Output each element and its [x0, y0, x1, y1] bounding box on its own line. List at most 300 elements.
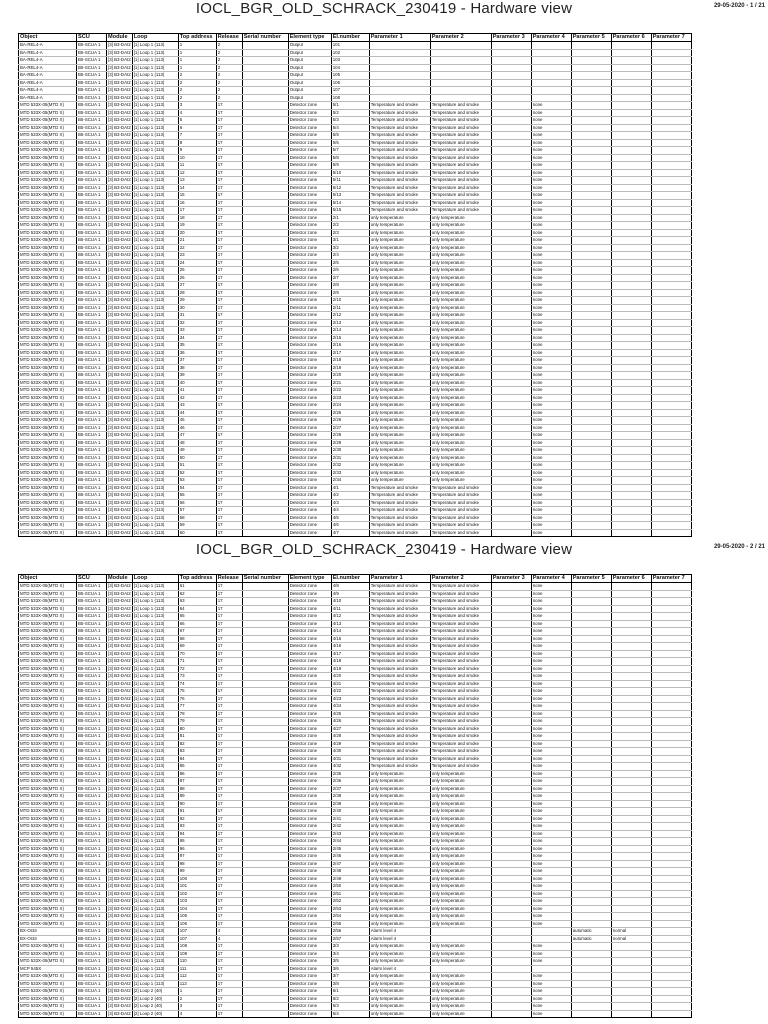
- table-cell: 4/17: [331, 650, 369, 658]
- table-cell: [571, 109, 611, 117]
- table-cell: 30: [178, 304, 216, 312]
- table-cell: B5-SCUA 1: [77, 379, 107, 387]
- table-cell: B5-SCUA 1: [77, 995, 107, 1003]
- table-cell: 82: [178, 740, 216, 748]
- table-cell: [369, 49, 430, 57]
- table-cell: [1] Loop 1 (113): [132, 853, 178, 861]
- table-cell: [651, 409, 691, 417]
- table-cell: [242, 49, 288, 57]
- table-cell: only temperature: [430, 267, 491, 275]
- table-cell: [491, 214, 531, 222]
- table-cell: [1] Loop 1 (113): [132, 890, 178, 898]
- table-cell: 2/36: [331, 778, 369, 786]
- table-cell: only temperature: [369, 312, 430, 320]
- table-row: [19, 755, 692, 763]
- table-cell: only temperature: [430, 244, 491, 252]
- table-cell: [571, 522, 611, 530]
- table-cell: MTD 533X-05(MTD X): [19, 154, 77, 162]
- table-cell: 3/8: [331, 980, 369, 988]
- table-cell: [491, 658, 531, 666]
- table-cell: 2/53: [331, 905, 369, 913]
- table-cell: B5-SCUA 1: [77, 650, 107, 658]
- table-row: [19, 124, 692, 132]
- table-cell: only temperature: [430, 259, 491, 267]
- table-cell: [1] Loop 1 (113): [132, 688, 178, 696]
- table-cell: Detector zone: [288, 658, 331, 666]
- table-cell: [571, 755, 611, 763]
- table-cell: [651, 665, 691, 673]
- table-cell: [242, 658, 288, 666]
- table-cell: only temperature: [369, 853, 430, 861]
- table-cell: [1] Loop 1 (113): [132, 364, 178, 372]
- table-cell: [3] B3-DAI2: [108, 417, 131, 423]
- table-row: [19, 823, 692, 831]
- table-cell: [491, 72, 531, 80]
- table-cell: B5-SCUA 1: [77, 688, 107, 696]
- table-cell: none: [531, 763, 571, 771]
- table-cell: only temperature: [430, 439, 491, 447]
- table-cell: [611, 748, 651, 756]
- table-cell: 17: [216, 845, 242, 853]
- table-cell: 2/30: [331, 447, 369, 455]
- table-cell: Detector zone: [288, 875, 331, 883]
- table-cell: only temperature: [430, 995, 491, 1003]
- table-cell: [651, 507, 691, 515]
- table-cell: [491, 514, 531, 522]
- table-cell: none: [531, 583, 571, 591]
- table-cell: MTD 533X-05(MTD X): [19, 199, 77, 207]
- table-cell: none: [531, 770, 571, 778]
- table-cell: Temperature and smoke: [369, 658, 430, 666]
- table-cell: MTD 533X-05(MTD X): [19, 124, 77, 132]
- table-cell: [611, 965, 651, 973]
- table-cell: [651, 598, 691, 606]
- table-cell: only temperature: [430, 868, 491, 876]
- table-cell: only temperature: [430, 973, 491, 981]
- table-row: [19, 327, 692, 335]
- table-cell: Detector zone: [288, 995, 331, 1003]
- table-cell: [651, 252, 691, 260]
- table-cell: B5-SCUA 1: [77, 514, 107, 522]
- table-row: [19, 454, 692, 462]
- table-cell: 4/12: [331, 613, 369, 621]
- table-cell: [611, 973, 651, 981]
- table-cell: [651, 312, 691, 320]
- table-cell: [242, 252, 288, 260]
- table-cell: MTD 533X-05(MTD X): [19, 394, 77, 402]
- table-cell: 76: [178, 695, 216, 703]
- table-cell: MTD 533X-05(MTD X): [19, 785, 77, 793]
- table-cell: only temperature: [430, 950, 491, 958]
- table-cell: [611, 808, 651, 816]
- table-cell: [369, 94, 430, 102]
- table-cell: 4: [178, 1010, 216, 1018]
- table-cell: Detector zone: [288, 1010, 331, 1018]
- table-cell: BA-REL4-A: [19, 42, 77, 50]
- table-cell: 17: [216, 605, 242, 613]
- table-cell: [1] Loop 1 (113): [132, 695, 178, 703]
- table-cell: Detector zone: [288, 853, 331, 861]
- table-cell: MTD 533X-05(MTD X): [19, 695, 77, 703]
- table-cell: 2/54: [331, 913, 369, 921]
- table-cell: 2/6: [331, 267, 369, 275]
- table-cell: [651, 755, 691, 763]
- table-cell: Temperature and smoke: [369, 665, 430, 673]
- table-cell: [571, 379, 611, 387]
- table-cell: [3] B3-DAI2: [108, 628, 131, 634]
- table-cell: only temperature: [369, 327, 430, 335]
- table-cell: 17: [216, 312, 242, 320]
- table-cell: [651, 583, 691, 591]
- table-cell: [651, 462, 691, 470]
- table-cell: [571, 259, 611, 267]
- table-cell: Detector zone: [288, 154, 331, 162]
- table-cell: 73: [178, 673, 216, 681]
- table-cell: [611, 770, 651, 778]
- table-cell: [491, 583, 531, 591]
- table-cell: 17: [216, 124, 242, 132]
- table-cell: [1] Loop 1 (113): [132, 222, 178, 230]
- table-cell: [651, 920, 691, 928]
- table-cell: Temperature and smoke: [369, 725, 430, 733]
- table-cell: 4/16: [331, 643, 369, 651]
- table-cell: [491, 207, 531, 215]
- table-cell: [611, 613, 651, 621]
- table-cell: only temperature: [430, 349, 491, 357]
- table-cell: [651, 770, 691, 778]
- table-cell: B5-SCUA 1: [77, 529, 107, 537]
- table-cell: only temperature: [430, 808, 491, 816]
- table-cell: [571, 394, 611, 402]
- table-cell: Detector zone: [288, 605, 331, 613]
- table-cell: [611, 334, 651, 342]
- table-cell: Temperature and smoke: [369, 492, 430, 500]
- table-cell: [3] B3-DAI2: [108, 890, 131, 896]
- table-cell: 17: [216, 590, 242, 598]
- table-cell: [3] B3-DAI2: [108, 988, 131, 994]
- table-cell: 4/27: [331, 725, 369, 733]
- table-cell: [1] Loop 1 (113): [132, 815, 178, 823]
- table-cell: [3] B3-DAI2: [108, 492, 131, 498]
- table-cell: 17: [216, 883, 242, 891]
- table-cell: [3] B3-DAI2: [108, 725, 131, 731]
- table-cell: [3] B3-DAI2: [108, 1003, 131, 1009]
- table-row: [19, 49, 692, 57]
- table-cell: Temperature and smoke: [369, 192, 430, 200]
- table-cell: 102: [178, 890, 216, 898]
- table-row: [19, 620, 692, 628]
- table-cell: B5-SCUA 1: [77, 469, 107, 477]
- table-cell: none: [531, 222, 571, 230]
- table-cell: [491, 199, 531, 207]
- table-cell: 12: [178, 169, 216, 177]
- table-cell: 17: [216, 237, 242, 245]
- table-cell: Temperature and smoke: [369, 199, 430, 207]
- table-cell: 2/29: [331, 439, 369, 447]
- table-cell: only temperature: [430, 980, 491, 988]
- table-cell: [611, 598, 651, 606]
- table-cell: 54: [178, 484, 216, 492]
- table-cell: [571, 267, 611, 275]
- table-row: [19, 1010, 692, 1018]
- table-cell: [242, 950, 288, 958]
- table-cell: 2/25: [331, 409, 369, 417]
- table-cell: B5-SCUA 1: [77, 282, 107, 290]
- table-cell: MTD 533X-05(MTD X): [19, 244, 77, 252]
- table-cell: [491, 845, 531, 853]
- table-cell: [571, 409, 611, 417]
- table-cell: [651, 605, 691, 613]
- table-cell: [571, 635, 611, 643]
- table-cell: [1] Loop 1 (113): [132, 387, 178, 395]
- table-cell: [430, 72, 491, 80]
- table-cell: [651, 169, 691, 177]
- table-cell: only temperature: [430, 252, 491, 260]
- table-cell: 17: [216, 214, 242, 222]
- table-cell: [611, 439, 651, 447]
- table-cell: [242, 815, 288, 823]
- table-cell: [3] B3-DAI2: [108, 688, 131, 694]
- table-cell: 2/19: [331, 364, 369, 372]
- table-cell: [571, 965, 611, 973]
- table-cell: [651, 845, 691, 853]
- table-row: [19, 139, 692, 147]
- table-cell: 75: [178, 688, 216, 696]
- table-cell: [651, 57, 691, 65]
- table-row: [19, 184, 692, 192]
- table-row: [19, 304, 692, 312]
- table-cell: MTD 533X-05(MTD X): [19, 898, 77, 906]
- table-cell: [1] Loop 1 (113): [132, 845, 178, 853]
- table-cell: [3] B3-DAI2: [108, 237, 131, 243]
- table-cell: 5/5: [331, 132, 369, 140]
- table-cell: none: [531, 725, 571, 733]
- table-cell: 4/31: [331, 755, 369, 763]
- table-row: [19, 207, 692, 215]
- table-cell: B5-SCUA 1: [77, 868, 107, 876]
- table-cell: [491, 890, 531, 898]
- table-cell: Temperature and smoke: [369, 522, 430, 530]
- table-cell: [491, 447, 531, 455]
- table-cell: [491, 184, 531, 192]
- table-cell: 17: [216, 583, 242, 591]
- table-cell: 2: [216, 42, 242, 50]
- table-cell: [3] B3-DAI2: [108, 372, 131, 378]
- table-cell: none: [531, 169, 571, 177]
- table-row: [19, 613, 692, 621]
- table-cell: [491, 162, 531, 170]
- table-cell: [651, 499, 691, 507]
- table-cell: 6: [178, 124, 216, 132]
- table-row: [19, 770, 692, 778]
- table-row: [19, 289, 692, 297]
- table-cell: Temperature and smoke: [369, 650, 430, 658]
- table-row: [19, 808, 692, 816]
- table-cell: Detector zone: [288, 905, 331, 913]
- table-cell: 17: [216, 117, 242, 125]
- table-cell: [571, 905, 611, 913]
- table-cell: Temperature and smoke: [430, 605, 491, 613]
- table-cell: 3/3: [331, 943, 369, 951]
- table-cell: [491, 357, 531, 365]
- table-cell: [651, 319, 691, 327]
- table-cell: B5-SCUA 1: [77, 590, 107, 598]
- table-row: [19, 590, 692, 598]
- table-cell: 17: [216, 620, 242, 628]
- table-cell: [3] B3-DAI2: [108, 102, 131, 108]
- table-cell: none: [531, 860, 571, 868]
- table-cell: MTD 533X-05(MTD X): [19, 800, 77, 808]
- table-cell: none: [531, 394, 571, 402]
- table-cell: 38: [178, 364, 216, 372]
- table-cell: [491, 244, 531, 252]
- table-cell: none: [531, 898, 571, 906]
- table-cell: [3] B3-DAI2: [108, 718, 131, 724]
- table-cell: 16: [178, 199, 216, 207]
- table-cell: 17: [216, 454, 242, 462]
- table-cell: Detector zone: [288, 965, 331, 973]
- table-cell: [611, 154, 651, 162]
- table-cell: 26: [178, 274, 216, 282]
- table-row: [19, 364, 692, 372]
- table-cell: [491, 740, 531, 748]
- table-cell: 17: [216, 334, 242, 342]
- table-cell: [571, 102, 611, 110]
- table-cell: [611, 853, 651, 861]
- table-cell: B5-SCUA 1: [77, 973, 107, 981]
- table-cell: MTD 533X-05(MTD X): [19, 372, 77, 380]
- table-cell: [242, 57, 288, 65]
- table-cell: [611, 883, 651, 891]
- table-cell: only temperature: [369, 890, 430, 898]
- table-cell: MTD 533X-05(MTD X): [19, 319, 77, 327]
- table-cell: 2/40: [331, 808, 369, 816]
- table-cell: 104: [178, 905, 216, 913]
- table-cell: only temperature: [430, 905, 491, 913]
- table-cell: 2: [178, 72, 216, 80]
- report-page-2: [0, 541, 768, 1024]
- table-row: [19, 905, 692, 913]
- table-cell: [651, 695, 691, 703]
- table-cell: [611, 469, 651, 477]
- table-cell: none: [531, 635, 571, 643]
- table-cell: [3] B3-DAI2: [108, 650, 131, 656]
- table-cell: only temperature: [430, 770, 491, 778]
- table-cell: [571, 64, 611, 72]
- table-cell: [242, 484, 288, 492]
- table-cell: [242, 379, 288, 387]
- table-cell: only temperature: [369, 282, 430, 290]
- table-cell: [611, 492, 651, 500]
- table-cell: [571, 222, 611, 230]
- table-cell: 2/16: [331, 342, 369, 350]
- table-cell: MTD 533X-05(MTD X): [19, 177, 77, 185]
- table-cell: [651, 282, 691, 290]
- table-cell: [651, 297, 691, 305]
- table-cell: Detector zone: [288, 928, 331, 936]
- table-cell: 59: [178, 522, 216, 530]
- table-cell: 17: [216, 860, 242, 868]
- table-cell: B5-SCUA 1: [77, 710, 107, 718]
- table-cell: 17: [216, 800, 242, 808]
- table-cell: MTD 533X-05(MTD X): [19, 890, 77, 898]
- table-cell: [651, 42, 691, 50]
- table-cell: [491, 402, 531, 410]
- table-cell: 46: [178, 424, 216, 432]
- table-cell: [651, 590, 691, 598]
- table-cell: [1] Loop 1 (113): [132, 154, 178, 162]
- table-cell: [491, 417, 531, 425]
- table-cell: 17: [216, 387, 242, 395]
- table-cell: [1] Loop 1 (113): [132, 439, 178, 447]
- table-cell: [242, 372, 288, 380]
- table-cell: [491, 229, 531, 237]
- table-cell: Temperature and smoke: [430, 583, 491, 591]
- column-header: Serial number: [242, 34, 288, 42]
- table-cell: [651, 514, 691, 522]
- table-cell: B5-SCUA 1: [77, 289, 107, 297]
- table-cell: B5-SCUA 1: [77, 319, 107, 327]
- table-cell: [242, 598, 288, 606]
- hardware-table: [18, 574, 692, 1018]
- table-cell: 4: [216, 935, 242, 943]
- table-cell: [242, 259, 288, 267]
- table-cell: only temperature: [369, 995, 430, 1003]
- table-cell: 5/7: [331, 147, 369, 155]
- table-cell: [3] B3-DAI2: [108, 973, 131, 979]
- table-cell: B5-SCUA 1: [77, 387, 107, 395]
- table-cell: [651, 274, 691, 282]
- table-cell: [242, 87, 288, 95]
- table-cell: none: [531, 823, 571, 831]
- table-cell: [491, 379, 531, 387]
- table-cell: [611, 229, 651, 237]
- table-cell: 63: [178, 598, 216, 606]
- table-cell: [1] Loop 1 (113): [132, 643, 178, 651]
- column-header: Serial number: [242, 575, 288, 583]
- table-cell: [651, 973, 691, 981]
- table-cell: Detector zone: [288, 417, 331, 425]
- table-row: [19, 710, 692, 718]
- table-cell: BA-REL4-A: [19, 64, 77, 72]
- table-cell: B5-SCUA 1: [77, 334, 107, 342]
- table-cell: 2/18: [331, 357, 369, 365]
- table-cell: Detector zone: [288, 304, 331, 312]
- table-cell: [651, 199, 691, 207]
- table-cell: Output: [288, 79, 331, 87]
- table-cell: [491, 79, 531, 87]
- table-row: [19, 192, 692, 200]
- table-cell: none: [531, 207, 571, 215]
- table-cell: [242, 643, 288, 651]
- table-cell: [1] Loop 1 (113): [132, 94, 178, 102]
- table-row: [19, 958, 692, 966]
- table-row: [19, 514, 692, 522]
- table-cell: [491, 875, 531, 883]
- table-cell: [242, 733, 288, 741]
- table-row: [19, 462, 692, 470]
- table-cell: only temperature: [369, 913, 430, 921]
- table-cell: Detector zone: [288, 1003, 331, 1011]
- table-cell: [651, 432, 691, 440]
- table-cell: none: [531, 477, 571, 485]
- table-cell: [491, 154, 531, 162]
- table-cell: 2/34: [331, 477, 369, 485]
- table-cell: [571, 605, 611, 613]
- table-cell: 17: [216, 808, 242, 816]
- table-cell: only temperature: [430, 229, 491, 237]
- table-cell: only temperature: [430, 883, 491, 891]
